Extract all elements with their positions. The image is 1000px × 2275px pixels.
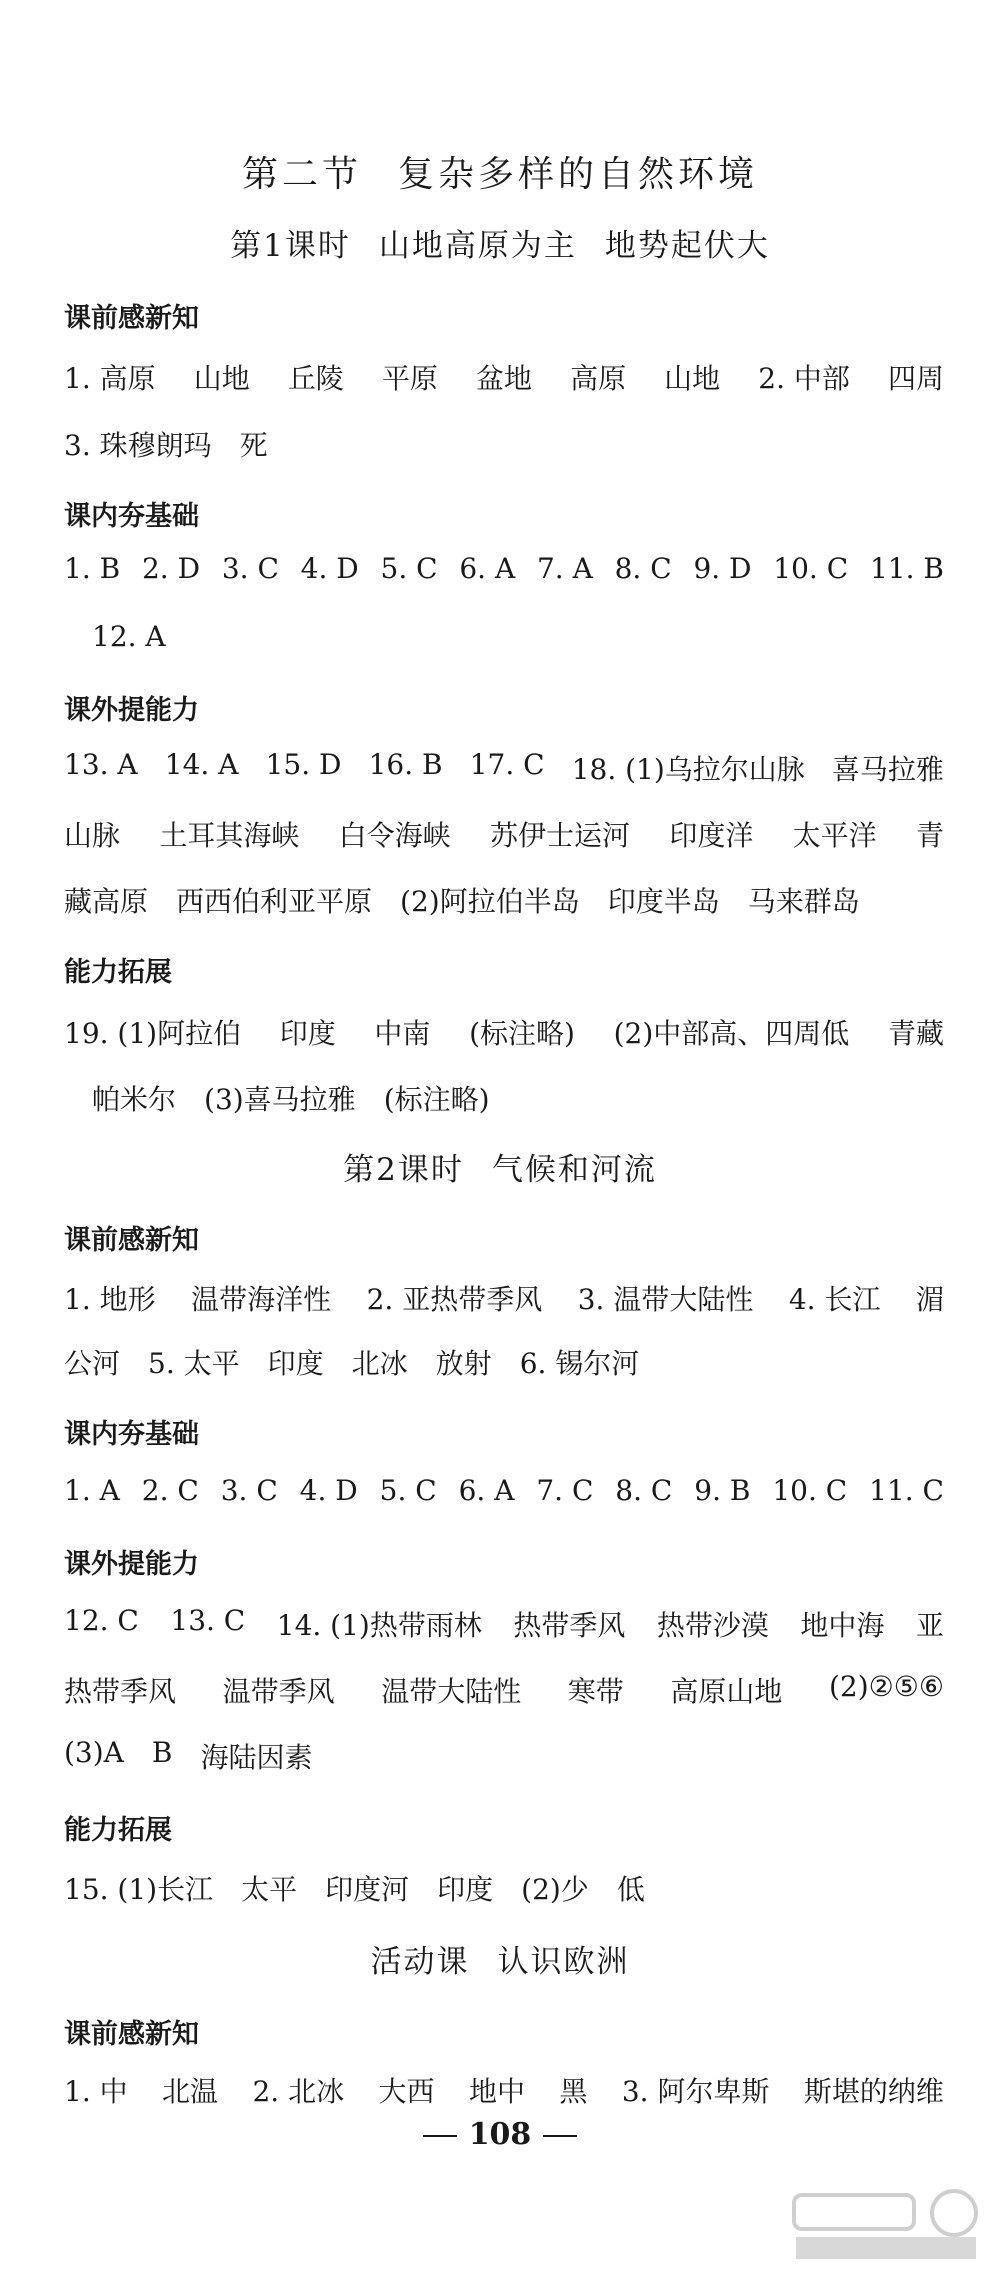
page-number-value: 108 — [468, 2117, 532, 2152]
answer-item: 1. B — [64, 552, 121, 585]
answer-item: 14. (1)热带雨林 — [276, 1609, 482, 1642]
answer-item: 大西 — [378, 2075, 435, 2108]
answer-item: 3. C — [220, 1474, 278, 1507]
l1-heading-inner: 课内夯基础 — [64, 501, 199, 532]
answer-item: 寒带 — [567, 1675, 624, 1708]
l1-outer-line-2 — [64, 814, 944, 854]
answer-item: 公河 — [64, 1347, 121, 1380]
answer-item: 放射 — [435, 1347, 492, 1380]
answer-item: (标注略) — [469, 1017, 575, 1050]
answer-item: 1. 中 — [64, 2075, 128, 2108]
answer-item: 15. (1)长江 — [64, 1873, 214, 1906]
l2-heading-outer: 课外提能力 — [64, 1549, 199, 1580]
answer-item: 17. C — [469, 748, 545, 781]
answer-item: B — [151, 1736, 173, 1769]
l3-heading-pre: 课前感新知 — [64, 2019, 199, 2050]
answer-item: 北温 — [162, 2075, 219, 2108]
answer-item: 太平 — [241, 1873, 298, 1906]
answer-item: 8. C — [614, 552, 672, 585]
answer-item: 9. B — [694, 1474, 751, 1507]
l1-outer-line-3 — [64, 880, 944, 920]
lesson-1-name-a: 山地高原为主 — [378, 228, 577, 264]
answer-item: 2. D — [141, 552, 201, 585]
answer-item: 平原 — [381, 362, 438, 395]
answer-item: 高原 — [570, 362, 627, 395]
answer-item: 18. (1)乌拉尔山脉 — [571, 753, 805, 786]
answer-item: 7. A — [536, 552, 593, 585]
answer-item: 11. B — [869, 552, 944, 585]
answer-item: (3)喜马拉雅 — [204, 1083, 356, 1116]
answer-item: 喜马拉雅 — [831, 753, 944, 786]
answer-item: 2. 北冰 — [252, 2075, 345, 2108]
l1-ext-line-2 — [92, 1078, 972, 1118]
activity-name: 认识欧洲 — [497, 1944, 630, 1980]
watermark-logo-icon — [786, 2185, 986, 2265]
answer-item: 14. A — [164, 748, 239, 781]
answer-item: 黑 — [559, 2075, 588, 2108]
answer-item: 3. 温带大陆性 — [577, 1283, 754, 1316]
answer-item: 印度 — [267, 1347, 324, 1380]
answer-item: 印度 — [437, 1873, 494, 1906]
answer-item: 北冰 — [351, 1347, 408, 1380]
answer-item: 12. C — [64, 1604, 139, 1637]
answer-item: 丘陵 — [287, 362, 344, 395]
l1-ext-line-1 — [64, 1012, 944, 1052]
l2-outer-line-1 — [64, 1604, 944, 1644]
lesson-2-number: 第2课时 — [343, 1152, 464, 1188]
lesson-1-title — [0, 220, 1000, 265]
answer-item: 3. C — [221, 552, 279, 585]
answer-item: 10. C — [772, 1474, 848, 1507]
answer-item: 马来群岛 — [747, 885, 860, 918]
answer-item: (2)②⑤⑥ — [828, 1670, 944, 1703]
l2-ext-line-1 — [64, 1868, 944, 1908]
l3-pre-line-1 — [64, 2070, 944, 2110]
answer-item: 12. A — [92, 620, 166, 653]
answer-item: 19. (1)阿拉伯 — [64, 1017, 242, 1050]
answer-item: 热带季风 — [64, 1675, 177, 1708]
answer-item: 5. C — [380, 552, 438, 585]
answer-item: 8. C — [615, 1474, 673, 1507]
activity-label: 活动课 — [370, 1944, 470, 1980]
answer-item: 7. C — [536, 1474, 594, 1507]
section-number: 第二节 — [241, 154, 362, 195]
answer-item: 3. 阿尔卑斯 — [621, 2075, 770, 2108]
answer-item: 印度洋 — [669, 819, 754, 852]
answer-item: 温带大陆性 — [381, 1675, 522, 1708]
section-name: 复杂多样的自然环境 — [398, 154, 759, 195]
page-number — [0, 2117, 1000, 2152]
l1-pre-line-1 — [64, 357, 944, 397]
answer-item: 1. 高原 — [64, 362, 156, 395]
answer-item: 海陆因素 — [200, 1741, 313, 1774]
answer-item: 4. 长江 — [788, 1283, 881, 1316]
answer-item: 4. D — [300, 552, 359, 585]
answer-item: 2. 中部 — [758, 362, 850, 395]
answer-item: 15. D — [265, 748, 342, 781]
l2-heading-ext: 能力拓展 — [64, 1815, 172, 1846]
l2-outer-line-2 — [64, 1670, 944, 1710]
answer-item: 13. A — [64, 748, 138, 781]
l2-heading-inner: 课内夯基础 — [64, 1419, 199, 1450]
answer-item: 帕米尔 — [92, 1083, 177, 1116]
section-title — [0, 146, 1000, 197]
answer-item: 热带沙漠 — [656, 1609, 769, 1642]
answer-item: (标注略) — [383, 1083, 490, 1116]
answer-item: 西西伯利亚平原 — [176, 885, 373, 918]
answer-item: 温带季风 — [222, 1675, 335, 1708]
answer-item: 低 — [616, 1873, 645, 1906]
answer-item: 3. 珠穆朗玛 — [64, 429, 212, 462]
answer-item: 白令海峡 — [338, 819, 451, 852]
l1-heading-pre: 课前感新知 — [64, 303, 199, 334]
lesson-1-number: 第1课时 — [230, 228, 351, 264]
answer-item: 11. C — [869, 1474, 944, 1507]
lesson-2-title — [0, 1144, 1000, 1189]
answer-item: 四周 — [887, 362, 944, 395]
answer-item: 6. A — [459, 552, 516, 585]
l1-pre-line-2 — [64, 424, 944, 464]
answer-item: 太平洋 — [792, 819, 877, 852]
l1-outer-line-1 — [64, 748, 944, 788]
answer-item: 5. C — [379, 1474, 437, 1507]
l2-heading-pre: 课前感新知 — [64, 1225, 199, 1256]
answer-item: 2. C — [141, 1474, 199, 1507]
answer-item: 13. C — [170, 1604, 246, 1637]
answer-item: 印度半岛 — [607, 885, 720, 918]
answer-item: 山地 — [193, 362, 250, 395]
answer-item: 青 — [915, 819, 944, 852]
l2-inner-line-1 — [64, 1474, 944, 1507]
answer-item: 地中海 — [800, 1609, 885, 1642]
answer-item: 高原山地 — [670, 1675, 783, 1708]
answer-item: 16. B — [368, 748, 443, 781]
activity-title — [0, 1936, 1000, 1981]
answer-item: 10. C — [773, 552, 849, 585]
answer-item: 4. D — [299, 1474, 358, 1507]
answer-item: 亚 — [915, 1609, 944, 1642]
answer-item: 山地 — [664, 362, 721, 395]
answer-item: 死 — [239, 429, 268, 462]
answer-item: 6. 锡尔河 — [519, 1347, 640, 1380]
answer-item: 山脉 — [64, 819, 121, 852]
answer-item: 温带海洋性 — [191, 1283, 332, 1316]
l1-inner-line-2 — [92, 620, 972, 653]
answer-item: 印度河 — [325, 1873, 410, 1906]
answer-item: 斯堪的纳维 — [803, 2075, 944, 2108]
answer-item: (2)阿拉伯半岛 — [400, 885, 580, 918]
answer-item: 青藏 — [887, 1017, 944, 1050]
answer-item: (2)少 — [521, 1873, 589, 1906]
l2-pre-line-2 — [64, 1342, 944, 1382]
answer-item: 土耳其海峡 — [159, 819, 300, 852]
answer-item: 2. 亚热带季风 — [366, 1283, 543, 1316]
answer-item: (2)中部高、四周低 — [613, 1017, 850, 1050]
l2-pre-line-1 — [64, 1278, 944, 1318]
l1-inner-line-1 — [64, 552, 944, 585]
l2-outer-line-3 — [64, 1736, 944, 1776]
answer-item: 1. 地形 — [64, 1283, 156, 1316]
answer-item: 1. A — [64, 1474, 120, 1507]
answer-item: 中南 — [374, 1017, 431, 1050]
l1-heading-ext: 能力拓展 — [64, 957, 172, 988]
answer-item: 热带季风 — [513, 1609, 626, 1642]
answer-item: (3)A — [64, 1736, 124, 1769]
answer-item: 印度 — [279, 1017, 336, 1050]
answer-item: 9. D — [693, 552, 752, 585]
answer-item: 湄 — [915, 1283, 944, 1316]
lesson-2-name: 气候和河流 — [491, 1152, 657, 1188]
l1-heading-outer: 课外提能力 — [64, 695, 199, 726]
lesson-1-name-b: 地势起伏大 — [604, 228, 770, 264]
answer-item: 5. 太平 — [148, 1347, 240, 1380]
answer-item: 盆地 — [475, 362, 532, 395]
answer-item: 6. A — [458, 1474, 515, 1507]
answer-item: 藏高原 — [64, 885, 149, 918]
answer-item: 地中 — [468, 2075, 525, 2108]
answer-item: 苏伊士运河 — [489, 819, 630, 852]
